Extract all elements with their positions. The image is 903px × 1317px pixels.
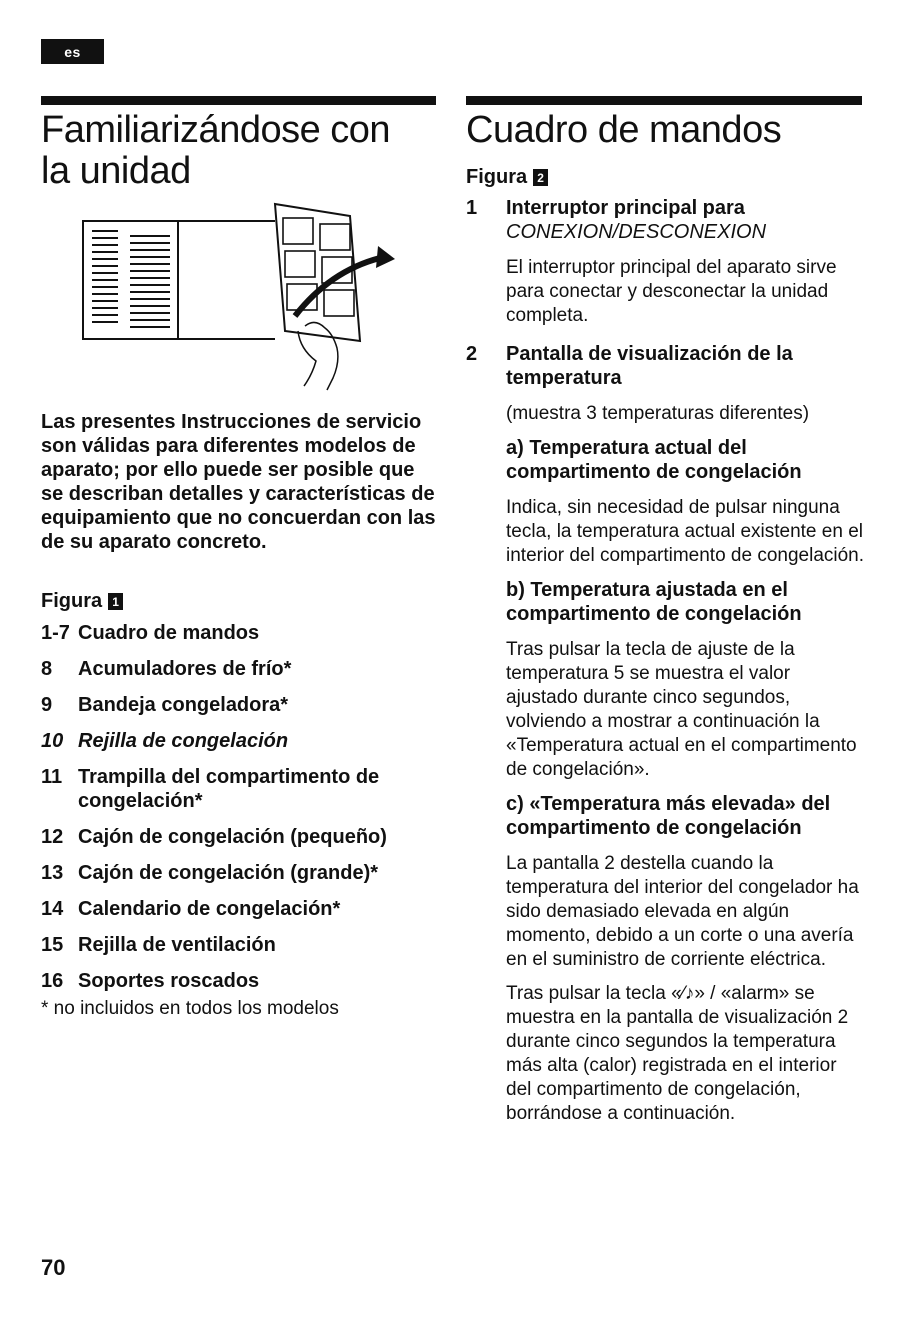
legend-item: 13 Cajón de congelación (grande)* (41, 862, 379, 884)
right-title-rule (466, 96, 862, 105)
item-2-body: (muestra 3 temperaturas diferentes) (506, 403, 810, 424)
section-c-heading: c) «Temperatura más elevada» del compartimento de congelación (506, 793, 831, 839)
section-b-body: Tras pulsar la tecla de ajuste de la temperatura 5 se muestra el valor ajustado durante cinco segundos, volviendo a mostrar a continuación la «Temperatura actual en el compartimento de congelación». (506, 639, 857, 780)
manual-illustration (80, 196, 400, 396)
item-1-body: El interruptor principal del aparato sirve para conectar y desconectar la unidad completa. (506, 257, 837, 326)
right-title-block (466, 110, 866, 151)
intro-paragraph: Las presentes Instrucciones de servicio son válidas para diferentes modelos de aparato; por ello puede ser posible que se describan detalles y características de equipamiento que no concuerdan con las de su aparato concreto. (41, 411, 436, 553)
legend-item: 10 Rejilla de congelación (41, 730, 289, 752)
left-title: Familiarizándose con la unidad (41, 109, 391, 192)
language-badge: es (41, 39, 104, 64)
section-c-body: La pantalla 2 destella cuando la temperatura del interior del congelador ha sido demasiado elevada en algún momento, debido a un corte o una avería en el suministro de corriente eléctrica. (506, 853, 859, 970)
right-title: Cuadro de mandos (466, 109, 782, 151)
figure-1-number: 1 (108, 593, 123, 610)
footnote: * no incluidos en todos los modelos (41, 998, 339, 1019)
legend-item: 12 Cajón de congelación (pequeño) (41, 826, 387, 848)
figure-2-label: Figura 2 (466, 166, 548, 189)
section-a-heading: a) Temperatura actual del compartimento de congelación (506, 437, 802, 483)
legend-item: 11 Trampilla del compartimento de congelación* (41, 766, 380, 812)
legend-item: 8 Acumuladores de frío* (41, 658, 292, 680)
controls-description (466, 196, 866, 1126)
item-1-heading: 1 Interruptor principal para CONEXION/DESCONEXION (466, 197, 767, 243)
figure-1-label: Figura 1 (41, 590, 436, 613)
legend-item: 9 Bandeja congeladora* (41, 694, 289, 716)
figure-2-number: 2 (533, 169, 548, 186)
legend-item: 15 Rejilla de ventilación (41, 934, 276, 956)
section-b-heading: b) Temperatura ajustada en el compartimento de congelación (506, 579, 802, 625)
section-c-body-2: Tras pulsar la tecla «⁄♪» / «alarm» se muestra en la pantalla de visualización 2 durante cinco segundos la temperatura más alta (calor) registrada en el interior del compartimento de congelación, borrándose a continuación. (506, 983, 849, 1124)
page-number: 70 (41, 1255, 66, 1280)
section-a-body: Indica, sin necesidad de pulsar ninguna tecla, la temperatura actual existente en el interior del compartimento de congelación. (506, 497, 865, 566)
figure-1-legend (41, 590, 436, 1021)
left-title-rule (41, 96, 436, 105)
legend-item: 1-7 Cuadro de mandos (41, 622, 260, 644)
item-2-heading: 2 Pantalla de visualización de la temperatura (466, 343, 793, 389)
legend-item: 16 Soportes roscados (41, 970, 260, 992)
left-title-block (41, 110, 436, 192)
legend-item: 14 Calendario de congelación* (41, 898, 341, 920)
